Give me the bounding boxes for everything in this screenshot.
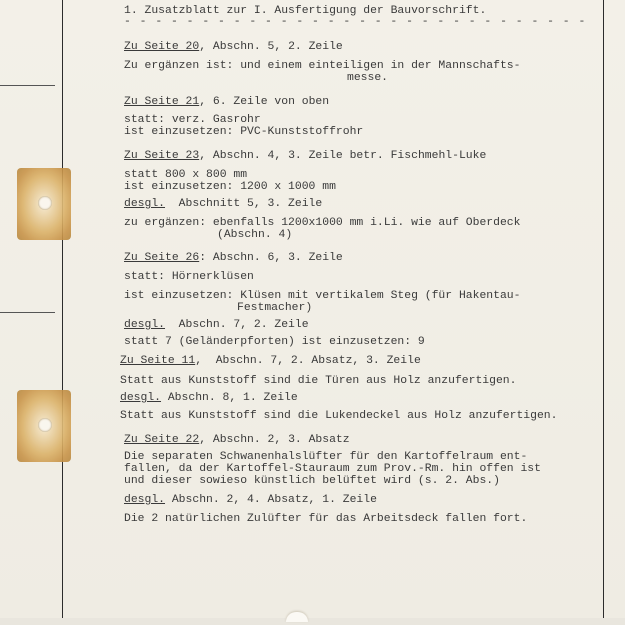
text-line: statt 7 (Geländerpforten) ist einzusetzen: 9 xyxy=(124,336,425,348)
section-reference: , 6. Zeile von oben xyxy=(199,96,330,108)
text-line: Zu ergänzen ist: und einem einteiligen in der Mannschafts- xyxy=(124,60,521,72)
section-reference: Abschn. 2, 4. Absatz, 1. Zeile xyxy=(165,494,377,506)
page-reference: Zu Seite 23 xyxy=(124,150,200,162)
section-reference: , Abschn. 5, 2. Zeile xyxy=(199,41,343,53)
text-line: ist einzusetzen: PVC-Kunststoffrohr xyxy=(124,126,364,138)
section-heading xyxy=(124,319,309,332)
section-reference: Abschnitt 5, 3. Zeile xyxy=(165,198,323,210)
section-heading xyxy=(124,494,377,507)
section-heading xyxy=(124,252,343,265)
page-reference: Zu Seite 21 xyxy=(124,96,200,108)
punch-hole-reinforcement xyxy=(17,168,71,240)
margin-mark xyxy=(0,312,55,313)
text-line: Festmacher) xyxy=(237,302,313,314)
section-heading xyxy=(124,198,322,211)
text-line: Die separaten Schwanenhalslüfter für den Kartoffelraum ent- xyxy=(124,451,528,463)
margin-mark xyxy=(0,85,55,86)
punch-hole-reinforcement xyxy=(17,390,71,462)
text-line: zu ergänzen: ebenfalls 1200x1000 mm i.Li. wie auf Oberdeck xyxy=(124,217,521,229)
text-line: ist einzusetzen: 1200 x 1000 mm xyxy=(124,181,336,193)
page-reference: desgl. xyxy=(124,198,166,210)
text-line: (Abschn. 4) xyxy=(217,229,293,241)
section-heading xyxy=(120,392,298,405)
page-reference: desgl. xyxy=(124,319,166,331)
section-heading xyxy=(124,150,486,163)
page-reference: desgl. xyxy=(120,392,162,404)
page-reference: Zu Seite 20 xyxy=(124,41,200,53)
section-heading xyxy=(124,41,343,54)
page-reference: Zu Seite 22 xyxy=(124,434,200,446)
right-border-line xyxy=(603,0,604,625)
text-line: Statt aus Kunststoff sind die Lukendeckel aus Holz anzufertigen. xyxy=(120,410,558,422)
title-rule: - - - - - - - - - - - - - - - - - - - - - - - - - - - - - - xyxy=(124,16,587,28)
page-reference: Zu Seite 26 xyxy=(124,252,200,264)
bottom-punch-hole xyxy=(286,612,308,622)
text-line: statt: verz. Gasrohr xyxy=(124,114,261,126)
document-title: 1. Zusatzblatt zur I. Ausfertigung der Bauvorschrift. xyxy=(124,5,487,17)
section-reference: Abschn. 8, 1. Zeile xyxy=(161,392,298,404)
section-heading xyxy=(120,355,421,368)
text-line: und dieser sowieso künstlich belüftet wird (s. 2. Abs.) xyxy=(124,475,500,487)
text-line: Statt aus Kunststoff sind die Türen aus Holz anzufertigen. xyxy=(120,375,517,387)
section-reference: Abschn. 7, 2. Zeile xyxy=(165,319,309,331)
text-line: statt 800 x 800 mm xyxy=(124,169,248,181)
section-reference: : Abschn. 6, 3. Zeile xyxy=(199,252,343,264)
section-heading xyxy=(124,96,329,109)
section-reference: , Abschn. 2, 3. Absatz xyxy=(199,434,350,446)
page-reference: Zu Seite 11 xyxy=(120,355,196,367)
paper-bottom-edge xyxy=(0,618,625,625)
section-reference: , Abschn. 7, 2. Absatz, 3. Zeile xyxy=(195,355,421,367)
text-line: fallen, da der Kartoffel-Stauraum zum Prov.-Rm. hin offen ist xyxy=(124,463,541,475)
text-line: statt: Hörnerklüsen xyxy=(124,271,254,283)
left-border-line xyxy=(62,0,63,625)
text-line: messe. xyxy=(347,72,389,84)
section-heading xyxy=(124,434,350,447)
text-line: ist einzusetzen: Klüsen mit vertikalem Steg (für Hakentau- xyxy=(124,290,521,302)
text-line: Die 2 natürlichen Zulüfter für das Arbeitsdeck fallen fort. xyxy=(124,513,528,525)
section-reference: , Abschn. 4, 3. Zeile betr. Fischmehl-Luke xyxy=(199,150,487,162)
page-reference: desgl. xyxy=(124,494,166,506)
